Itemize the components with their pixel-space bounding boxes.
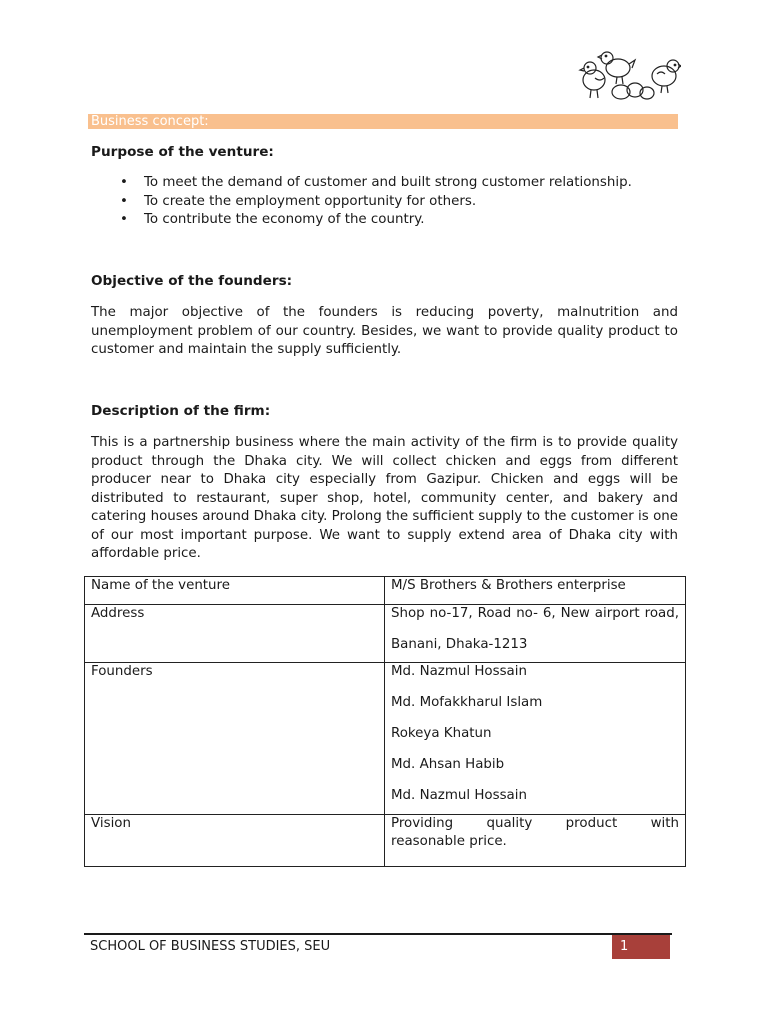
founder-name: Rokeya Khatun: [391, 726, 492, 741]
vision-value-cell: [385, 814, 686, 866]
name-label-cell: Name of the venture: [85, 577, 385, 605]
founder-name: Md. Nazmul Hossain: [391, 788, 527, 803]
founder-name: Md. Ahsan Habib: [391, 757, 505, 772]
vision-label-cell: Vision: [85, 814, 385, 866]
founders-value-cell: [385, 663, 686, 815]
vision-line-1: Providing quality product with: [391, 815, 679, 831]
address-value-cell: [385, 604, 686, 663]
purpose-heading: Purpose of the venture:: [91, 144, 274, 160]
founders-label-cell: Founders: [85, 663, 385, 815]
description-paragraph: This is a partnership business where the main activity of the firm is to provide quality product through the Dhaka city. We will collect chicken and eggs from different producer near to Dhaka city especially from Gazipur. Chicken and eggs will be distributed to restaurant, super shop, hotel, community center, and bakery and catering houses around Dhaka city. Prolong the sufficient supply to the customer is one of our most important purpose. We want to supply extend area of Dhaka city with affordable price.: [91, 435, 678, 561]
address-label-cell: Address: [85, 604, 385, 663]
address-line-2: Banani, Dhaka-1213: [391, 636, 528, 652]
page-number-badge: 1: [612, 935, 670, 959]
vision-line-2: reasonable price.: [391, 834, 507, 849]
founder-name: Md. Mofakkharul Islam: [391, 695, 543, 710]
name-value-cell: M/S Brothers & Brothers enterprise: [385, 577, 686, 605]
table-row: [85, 814, 686, 866]
table-row: [85, 577, 686, 605]
footer-school-name: SCHOOL OF BUSINESS STUDIES, SEU: [90, 939, 331, 954]
list-item: • To create the employment opportunity for others.: [120, 193, 632, 212]
footer-divider: [84, 933, 672, 935]
objective-heading: Objective of the founders:: [91, 273, 293, 289]
venture-info-table: [84, 576, 686, 867]
founder-name: Md. Nazmul Hossain: [391, 664, 527, 679]
address-line-1: Shop no-17, Road no- 6, New airport road,: [391, 605, 679, 621]
table-row: [85, 663, 686, 815]
purpose-list: [120, 174, 632, 230]
description-heading: Description of the firm:: [91, 403, 271, 419]
list-item: • To contribute the economy of the country.: [120, 211, 632, 230]
objective-paragraph: The major objective of the founders is reducing poverty, malnutrition and unemployment problem of our country. Besides, we want to provide quality product to customer and maintain the supply sufficiently.: [91, 305, 678, 357]
list-item: • To meet the demand of customer and built strong customer relationship.: [120, 174, 632, 193]
section-title-band: Business concept:: [88, 114, 678, 129]
table-row: [85, 604, 686, 663]
chicks-and-eggs-icon: [577, 46, 681, 104]
